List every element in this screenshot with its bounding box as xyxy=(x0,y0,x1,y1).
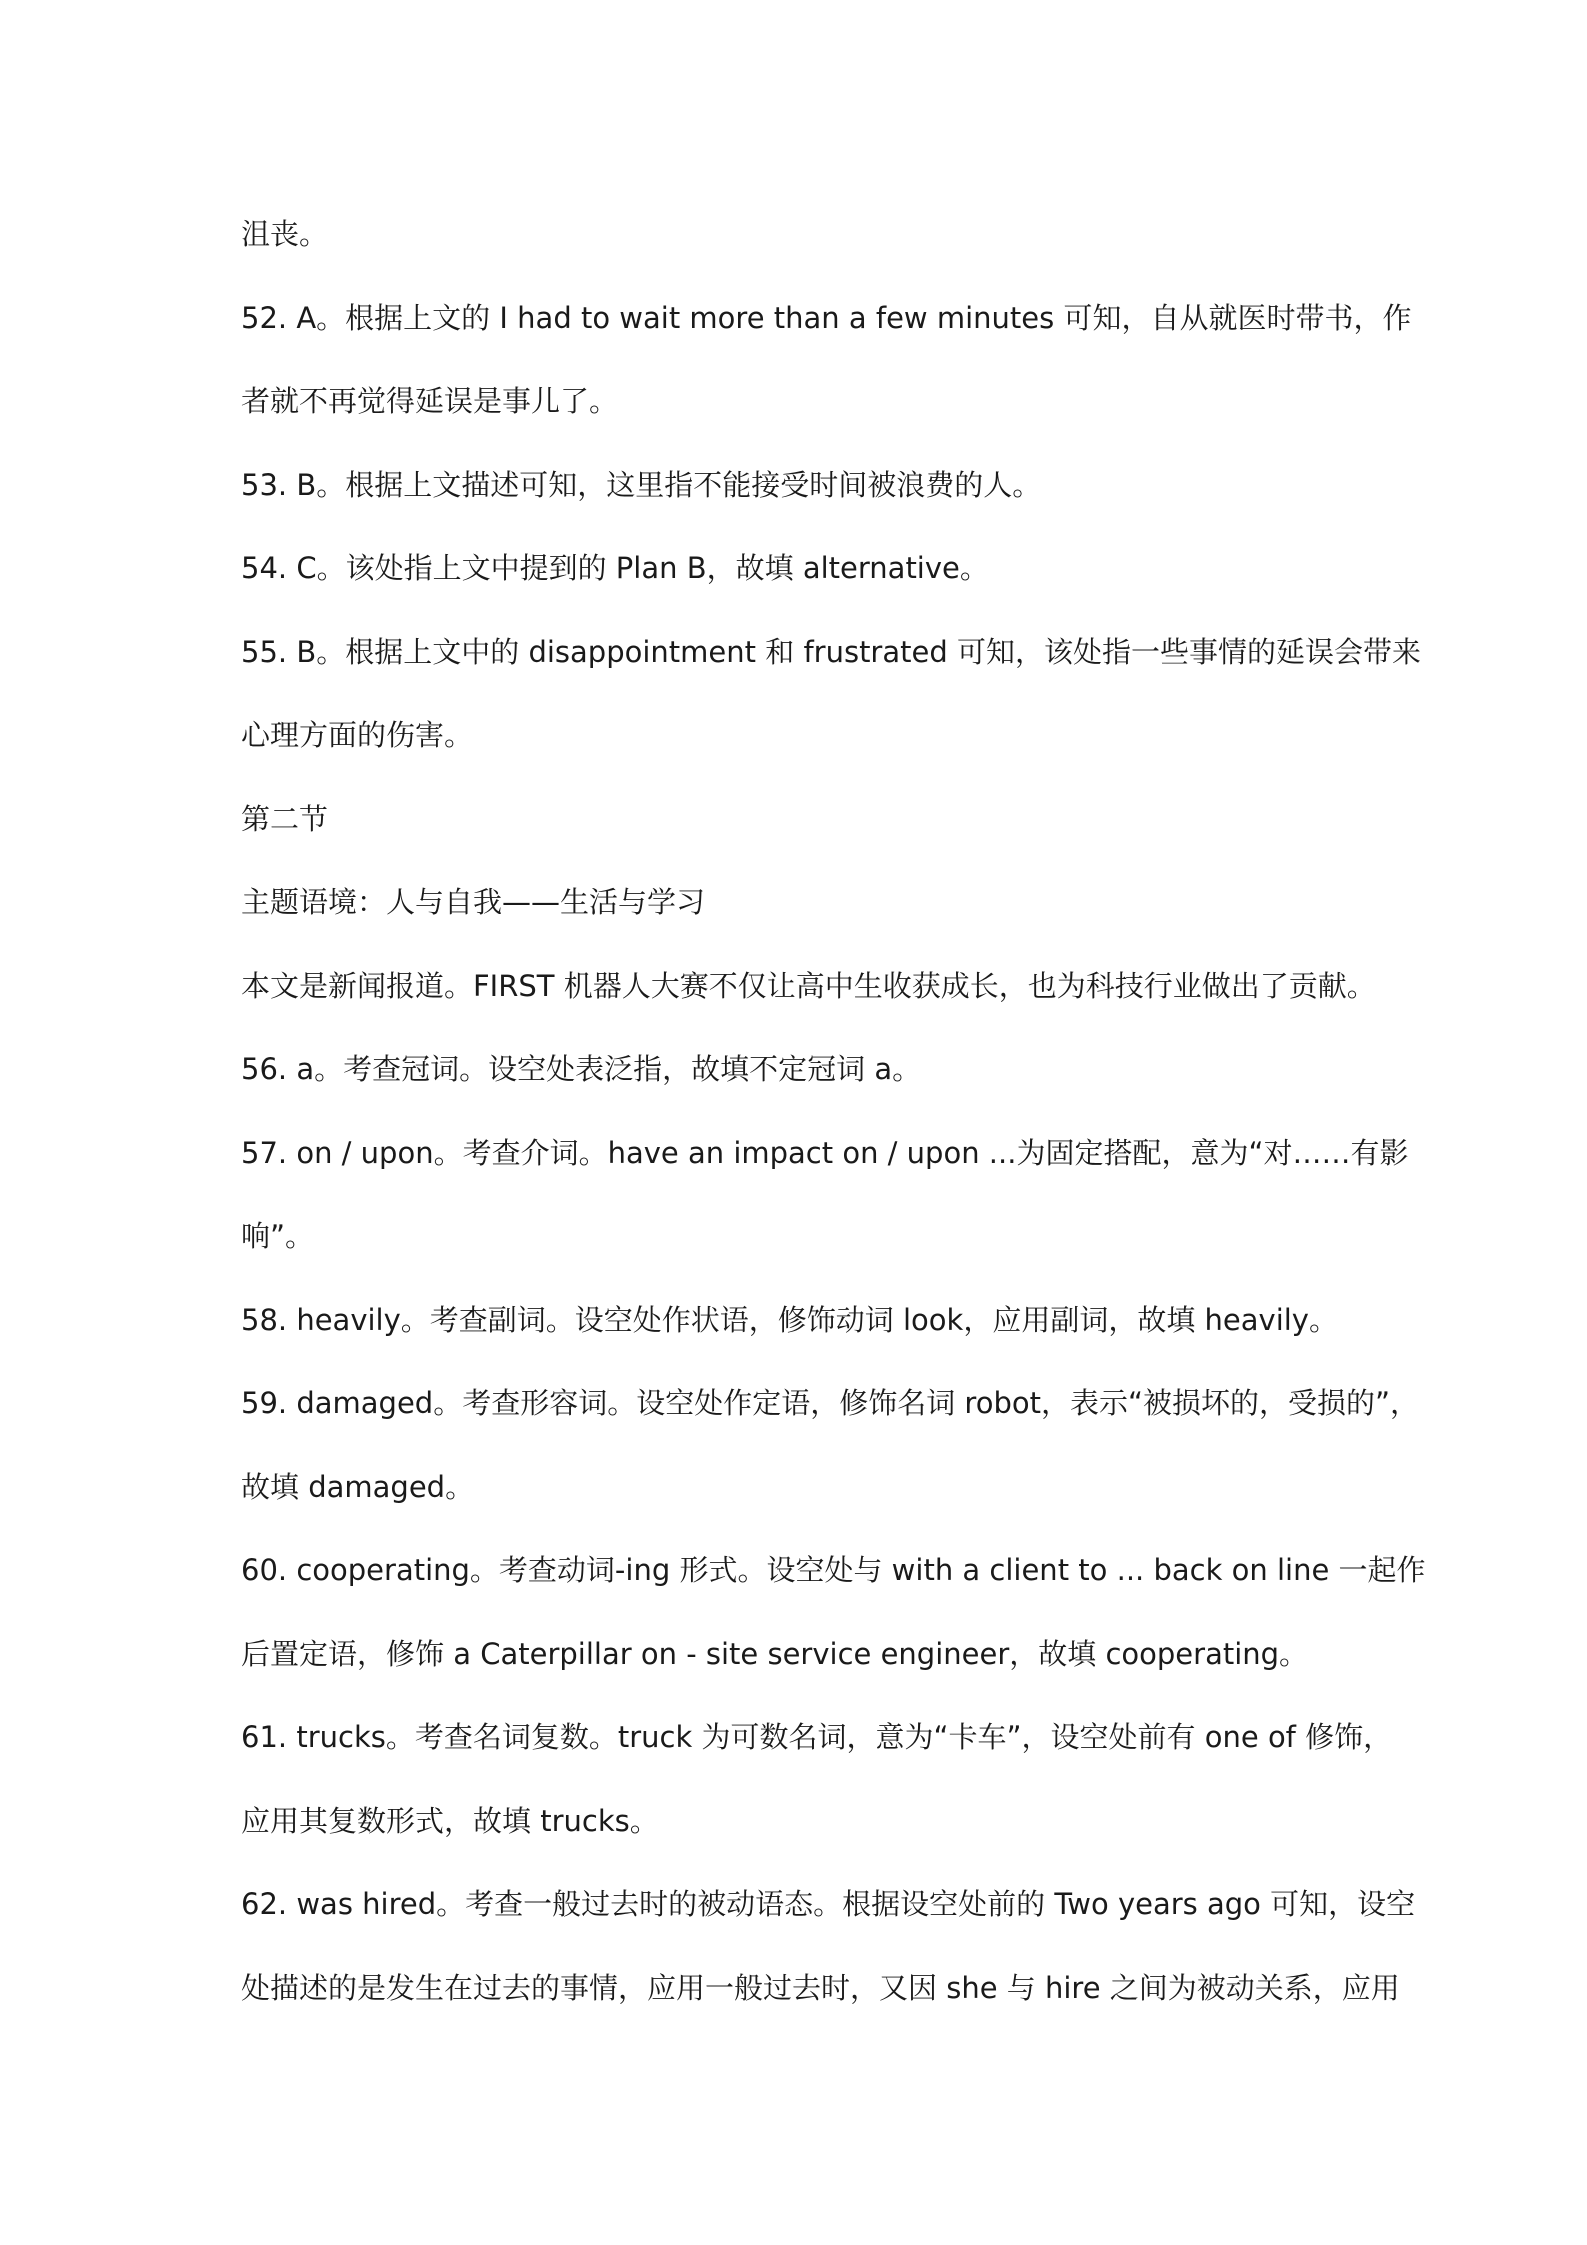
text-line: 61. trucks。考查名词复数。truck 为可数名词，意为“卡车”，设空处前有 one of 修饰， xyxy=(241,1720,1393,1754)
text-line: 者就不再觉得延误是事儿了。 xyxy=(241,384,619,418)
text-line: 54. C。该处指上文中提到的 Plan B，故填 alternative。 xyxy=(241,551,989,585)
text-line: 53. B。根据上文描述可知，这里指不能接受时间被浪费的人。 xyxy=(241,467,1042,502)
section-heading: 第二节 xyxy=(241,801,329,836)
text-line: 60. cooperating。考查动词-ing 形式。设空处与 with a client to ... back on line 一起作 xyxy=(241,1553,1426,1587)
text-line: 52. A。根据上文的 I had to wait more than a few minutes 可知，自从就医时带书，作 xyxy=(241,300,1412,335)
text-line: 心理方面的伤害。 xyxy=(241,718,474,752)
text-line: 本文是新闻报道。FIRST 机器人大赛不仅让高中生收获成长，也为科技行业做出了贡献。 xyxy=(241,968,1376,1003)
text-line: 响”。 xyxy=(241,1219,315,1253)
text-line: 沮丧。 xyxy=(241,217,329,251)
text-line: 55. B。根据上文中的 disappointment 和 frustrated 可知，该处指一些事情的延误会带来 xyxy=(241,634,1421,669)
text-line: 58. heavily。考查副词。设空处作状语，修饰动词 look，应用副词，故填 heavily。 xyxy=(241,1302,1338,1337)
text-line: 处描述的是发生在过去的事情，应用一般过去时，又因 she 与 hire 之间为被动关系，应用 xyxy=(241,1970,1400,2005)
text-line: 后置定语，修饰 a Caterpillar on - site service engineer，故填 cooperating。 xyxy=(241,1636,1309,1671)
text-line: 62. was hired。考查一般过去时的被动语态。根据设空处前的 Two years ago 可知，设空 xyxy=(241,1887,1416,1921)
topic-context: 主题语境：人与自我——生活与学习 xyxy=(241,885,706,919)
text-line: 故填 damaged。 xyxy=(241,1469,475,1504)
text-line: 59. damaged。考查形容词。设空处作定语，修饰名词 robot，表示“被损坏的，受损的”， xyxy=(241,1386,1420,1420)
answer-explanation-text xyxy=(241,205,1426,2042)
text-line: 57. on / upon。考查介词。have an impact on / upon ...为固定搭配，意为“对……有影 xyxy=(241,1135,1409,1170)
text-line: 56. a。考查冠词。设空处表泛指，故填不定冠词 a。 xyxy=(241,1052,922,1086)
text-line: 应用其复数形式，故填 trucks。 xyxy=(241,1803,659,1838)
